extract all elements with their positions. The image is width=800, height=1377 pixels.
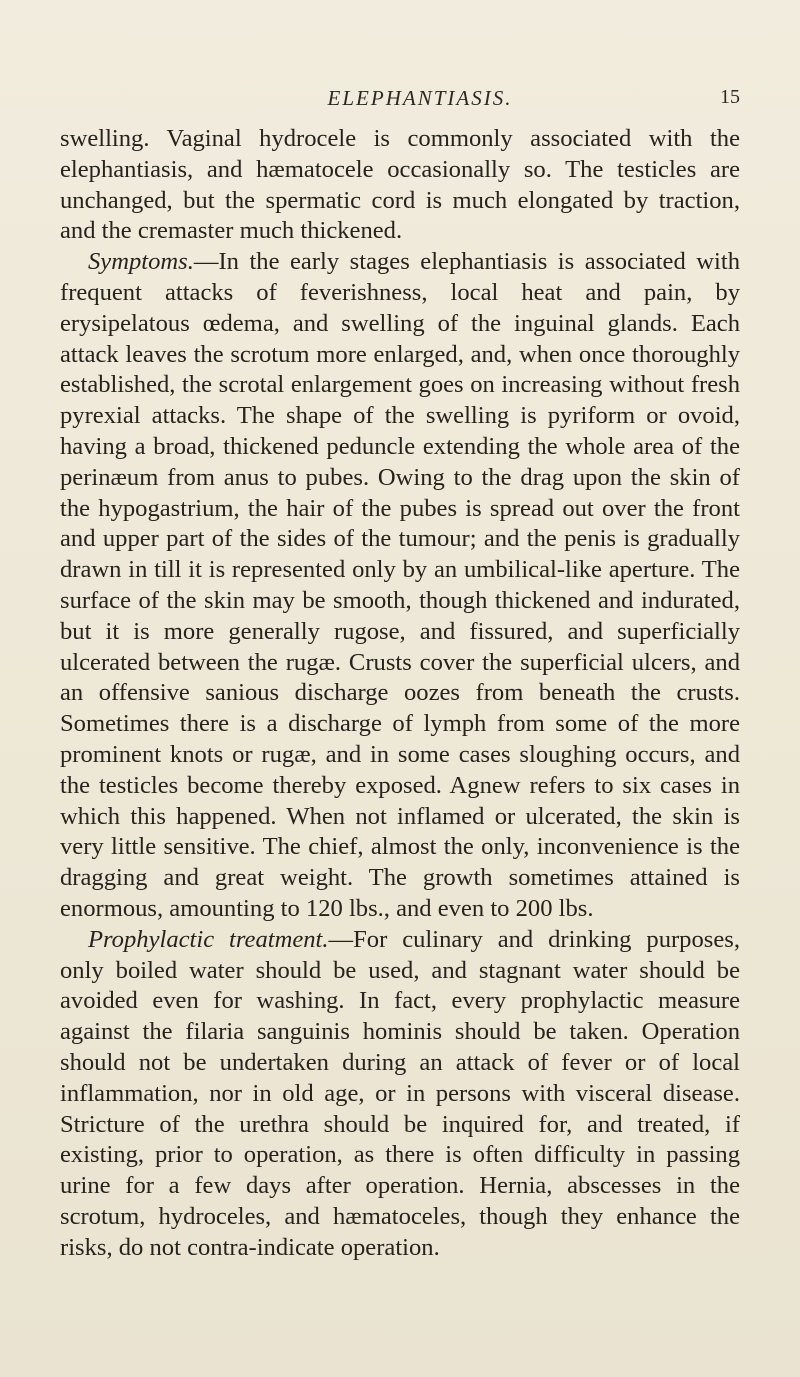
page-header xyxy=(60,86,740,116)
page-number: 15 xyxy=(720,86,740,108)
paragraph-1 xyxy=(60,124,740,247)
paragraph-symptoms xyxy=(60,247,740,925)
symptoms-heading: Symptoms. xyxy=(88,248,194,276)
body-text xyxy=(60,124,740,1263)
paragraph-1-text: swelling. Vaginal hydrocele is commonly associated with the elephantiasis, and hæmatocele occasionally so. The testicles are unchanged, but the spermatic cord is much elongated by traction, and the cremaster much thickened. xyxy=(60,125,740,245)
paragraph-prophylactic-text: —For culinary and drinking purposes, only boiled water should be used, and stagnant water should be avoided even for washing. In fact, every prophylactic measure against the filaria sanguinis hominis should be taken. Operation should not be undertaken during an attack of fever or of local inflammation, nor in old age, or in persons with visceral disease. Stricture of the urethra should be inquired for, and treated, if existing, prior to operation, as there is often difficulty in passing urine for a few days after operation. Hernia, abscesses in the scrotum, hydroceles, and hæmatoceles, though they enhance the risks, do not contra-indicate operation. xyxy=(60,925,740,1261)
paragraph-symptoms-text: —In the early stages elephantiasis is associated with frequent attacks of feverishness, local heat and pain, by erysipelatous œdema, and swelling of the inguinal glands. Each attack leaves the scrotum more enlarged, and, when once thoroughly established, the scrotal enlargement goes on increasing without fresh pyrexial attacks. The shape of the swelling is pyriform or ovoid, having a broad, thickened peduncle extending the whole area of the perinæum from anus to pubes. Owing to the drag upon the skin of the hypogastrium, the hair of the pubes is spread out over the front and upper part of the sides of the tumour; and the penis is gradually drawn in till it is represented only by an umbilical-like aperture. The surface of the skin may be smooth, though thickened and indurated, but it is more generally rugose, and fissured, and superficially ulcerated between the rugæ. Crusts cover the superficial ulcers, and an offensive sanious discharge oozes from beneath the crusts. Sometimes there is a discharge of lymph from some of the more prominent knots or rugæ, and in some cases sloughing occurs, and the testicles become thereby exposed. Agnew refers to six cases in which this happened. When not inflamed or ulcerated, the skin is very little sensitive. The chief, almost the only, inconvenience is the dragging and great weight. The growth sometimes attained is enormous, amounting to 120 lbs., and even to 200 lbs. xyxy=(60,248,740,922)
running-title: ELEPHANTIASIS. xyxy=(327,86,513,110)
paragraph-prophylactic-treatment xyxy=(60,925,740,1264)
prophylactic-treatment-heading: Prophylactic treatment. xyxy=(88,925,329,953)
